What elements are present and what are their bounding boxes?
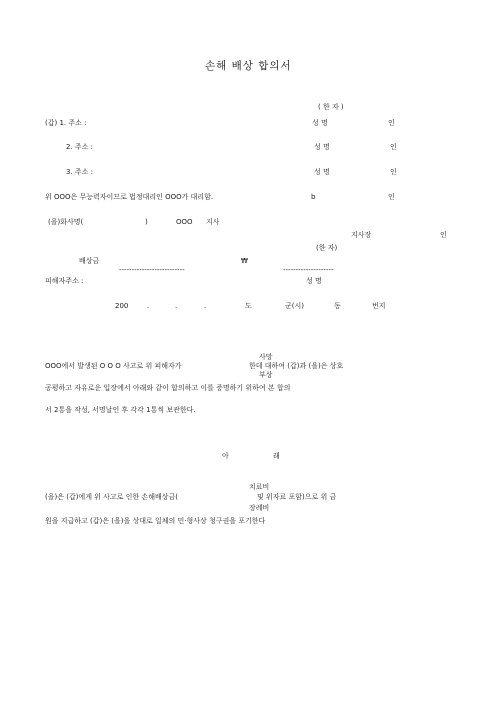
won-sign: ₩ xyxy=(241,257,248,265)
victim-name-label: 성 명 xyxy=(306,277,322,285)
location-dong: 동 xyxy=(334,302,341,310)
location-do: 도 xyxy=(245,302,252,310)
name-label-3: 성 명 xyxy=(314,168,330,176)
paragraph-2-line-2: 원을 지급하고 (갑)은 (을)을 상대로 일체의 민·형사상 청구권을 포기한다 xyxy=(45,517,266,525)
party-a-address-1: (갑) 1. 주소 : xyxy=(45,119,87,127)
branch-head-label: 지사장 xyxy=(351,231,372,239)
date-dot-2: . xyxy=(175,302,178,310)
document-title: 손해 배상 합의서 xyxy=(205,60,292,72)
company-name-label: (을)화사명( xyxy=(48,218,84,226)
funeral-expense-label: 장례비 xyxy=(249,504,270,512)
paragraph-1-line-1b: 한데 대하여 (갑)과 (을)은 상호 xyxy=(249,362,344,370)
amount-dashes-2: -------------------- xyxy=(283,266,334,274)
compensation-label: 배상금 xyxy=(79,257,100,265)
hanja-label-2: (한 자) xyxy=(316,244,338,252)
paragraph-1-line-3: 서 2통을 작성, 서명날인 후 각각 1통씩 보관한다. xyxy=(45,406,196,414)
injury-label: 부상 xyxy=(259,371,273,379)
party-a-address-2: 2. 주소 : xyxy=(66,143,94,151)
name-label-1: 성 명 xyxy=(312,119,328,127)
hanja-label: ( 한 자 ) xyxy=(318,103,344,111)
paragraph-2-line-1a: (을)은 (갑)에게 위 사고로 인한 손해배상금( xyxy=(45,493,178,501)
medical-expense-label: 치료비 xyxy=(249,483,270,491)
party-a-address-3: 3. 주소 : xyxy=(66,168,94,176)
location-gun: 군(시) xyxy=(285,302,304,310)
seal-4: 인 xyxy=(388,193,395,201)
victim-address-label: 피해자주소 : xyxy=(45,277,84,285)
date-dot-3: . xyxy=(204,302,207,310)
b-mark: b xyxy=(311,193,316,201)
seal-5: 인 xyxy=(440,231,447,239)
below-heading-a: 아 xyxy=(222,452,229,460)
amount-dashes-1: -------------------------- xyxy=(119,266,185,274)
seal-1: 인 xyxy=(388,119,395,127)
company-name-close: ) xyxy=(145,218,148,226)
guardian-line: 위 OOO은 무능력자이므로 법정대리인 OOO가 대리함. xyxy=(45,193,214,201)
paragraph-2-line-1b: 및 위자료 포함)으로 위 금 xyxy=(257,493,337,501)
seal-3: 인 xyxy=(390,168,397,176)
paragraph-1-line-2: 공평하고 자유로운 입장에서 아래와 같이 합의하고 이를 증명하기 위하여 본 합의 xyxy=(45,384,291,392)
name-label-2: 성 명 xyxy=(314,143,330,151)
seal-2: 인 xyxy=(390,143,397,151)
company-ooo: OOO xyxy=(176,218,193,226)
below-heading-b: 래 xyxy=(273,452,280,460)
branch-label: 지사 xyxy=(206,218,220,226)
date-year: 200 xyxy=(115,302,129,310)
death-label: 사망 xyxy=(259,353,273,361)
date-dot-1: . xyxy=(147,302,150,310)
paragraph-1-line-1a: OOO에서 발생된 O O O 사고로 위 피해자가 xyxy=(45,362,182,370)
location-bunji: 번지 xyxy=(372,302,386,310)
